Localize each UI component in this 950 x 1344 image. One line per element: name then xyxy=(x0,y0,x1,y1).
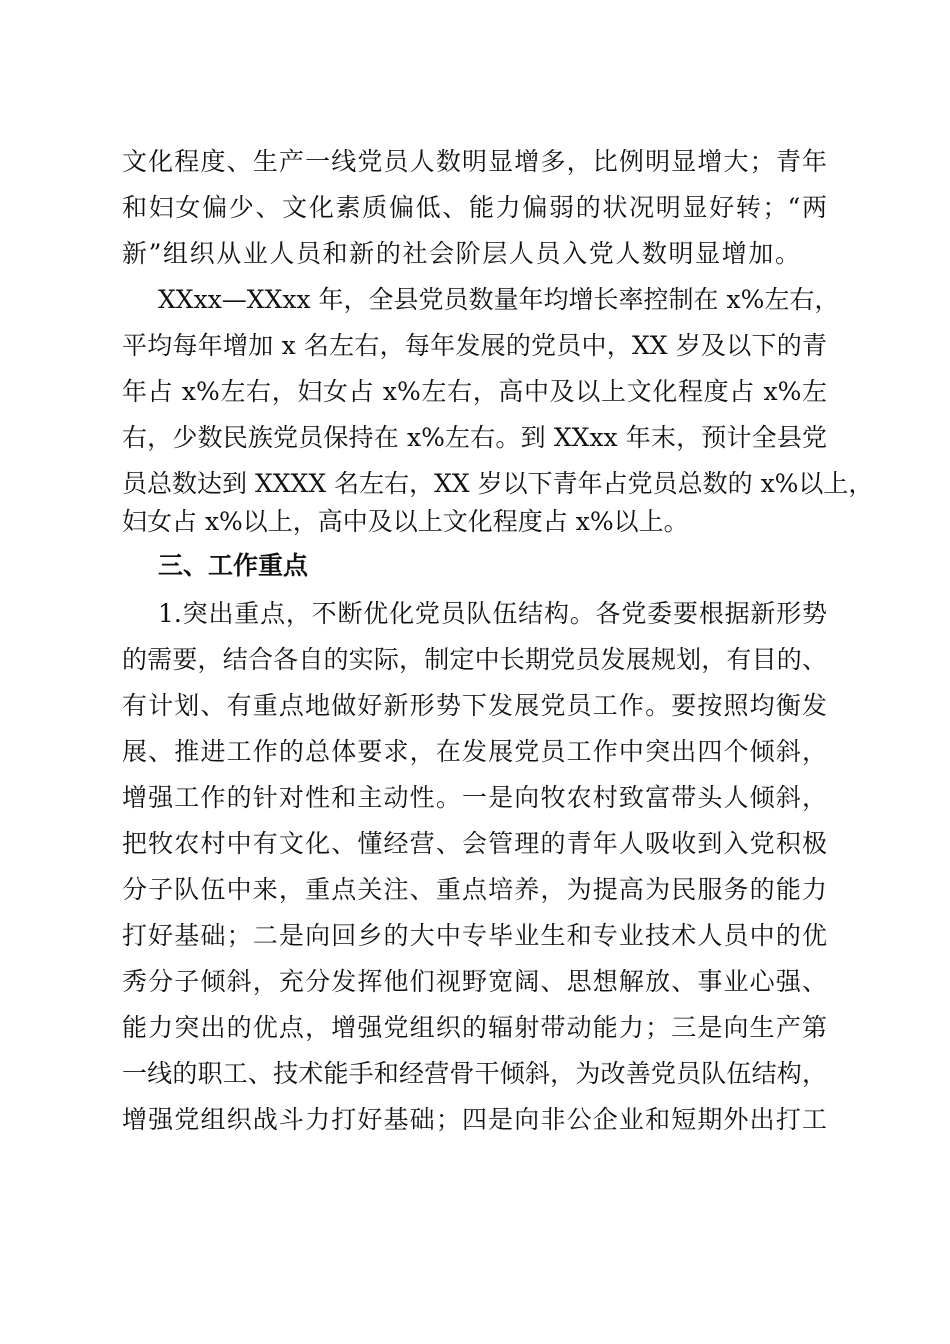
text-line: 右，少数民族党员保持在 x%左右。到 XXxx 年末，预计全县党 xyxy=(122,423,827,452)
text-line: 妇女占 x%以上，高中及以上文化程度占 x%以上。 xyxy=(122,507,689,536)
paragraph-2-line-2 xyxy=(0,324,950,368)
text-line: 文化程度、生产一线党员人数明显增多，比例明显增大；青年 xyxy=(122,147,827,176)
paragraph-3-line-10 xyxy=(0,1006,950,1050)
text-line: 把牧农村中有文化、懂经营、会管理的青年人吸收到入党积极 xyxy=(122,829,827,858)
text-line: 平均每年增加 x 名左右，每年发展的党员中，XX 岁及以下的青 xyxy=(122,331,827,360)
text-line: 能力突出的优点，增强党组织的辐射带动能力；三是向生产第 xyxy=(122,1013,827,1042)
paragraph-2-line-6 xyxy=(0,500,950,544)
paragraph-3-line-11 xyxy=(0,1052,950,1096)
paragraph-3-line-4 xyxy=(0,730,950,774)
text-line: XXxx—XXxx 年，全县党员数量年均增长率控制在 x%左右， xyxy=(158,285,840,314)
text-line: 增强工作的针对性和主动性。一是向牧农村致富带头人倾斜， xyxy=(122,783,827,812)
paragraph-1-line-3 xyxy=(0,232,950,276)
paragraph-3-line-8 xyxy=(0,914,950,958)
text-line: 增强党组织战斗力打好基础；四是向非公企业和短期外出打工 xyxy=(122,1105,827,1134)
text-line: 展、推进工作的总体要求，在发展党员工作中突出四个倾斜， xyxy=(122,737,827,766)
text-line: 和妇女偏少、文化素质偏低、能力偏弱的状况明显好转；“两 xyxy=(122,193,827,222)
paragraph-3-line-5 xyxy=(0,776,950,820)
text-line: 员总数达到 XXXX 名左右，XX 岁以下青年占党员总数的 x%以上， xyxy=(122,469,874,498)
paragraph-3-line-6 xyxy=(0,822,950,866)
text-line: 的需要，结合各自的实际，制定中长期党员发展规划，有目的、 xyxy=(122,645,827,674)
text-line: 有计划、有重点地做好新形势下发展党员工作。要按照均衡发 xyxy=(122,691,827,720)
paragraph-3-line-2 xyxy=(0,638,950,682)
paragraph-2-line-3 xyxy=(0,370,950,414)
paragraph-3-line-3 xyxy=(0,684,950,728)
text-line: 一线的职工、技术能手和经营骨干倾斜，为改善党员队伍结构， xyxy=(122,1059,827,1088)
section-title: 三、工作重点 xyxy=(158,551,309,580)
paragraph-3-line-9 xyxy=(0,960,950,1004)
paragraph-3-line-1 xyxy=(0,592,950,636)
text-line: 分子队伍中来，重点关注、重点培养，为提高为民服务的能力 xyxy=(122,875,827,904)
paragraph-1-line-1 xyxy=(0,140,950,184)
paragraph-3-line-7 xyxy=(0,868,950,912)
paragraph-3-line-12 xyxy=(0,1098,950,1142)
text-line: 打好基础；二是向回乡的大中专毕业生和专业技术人员中的优 xyxy=(122,921,827,950)
paragraph-1-line-2 xyxy=(0,186,950,230)
paragraph-2-line-1 xyxy=(0,278,950,322)
text-line: 年占 x%左右，妇女占 x%左右，高中及以上文化程度占 x%左 xyxy=(122,377,827,406)
text-line: 新”组织从业人员和新的社会阶层人员入党人数明显增加。 xyxy=(122,239,800,268)
text-line: 秀分子倾斜，充分发挥他们视野宽阔、思想解放、事业心强、 xyxy=(122,967,827,996)
text-line: 1.突出重点，不断优化党员队伍结构。各党委要根据新形势 xyxy=(158,599,827,628)
paragraph-2-line-4 xyxy=(0,416,950,460)
section-heading xyxy=(0,544,950,588)
